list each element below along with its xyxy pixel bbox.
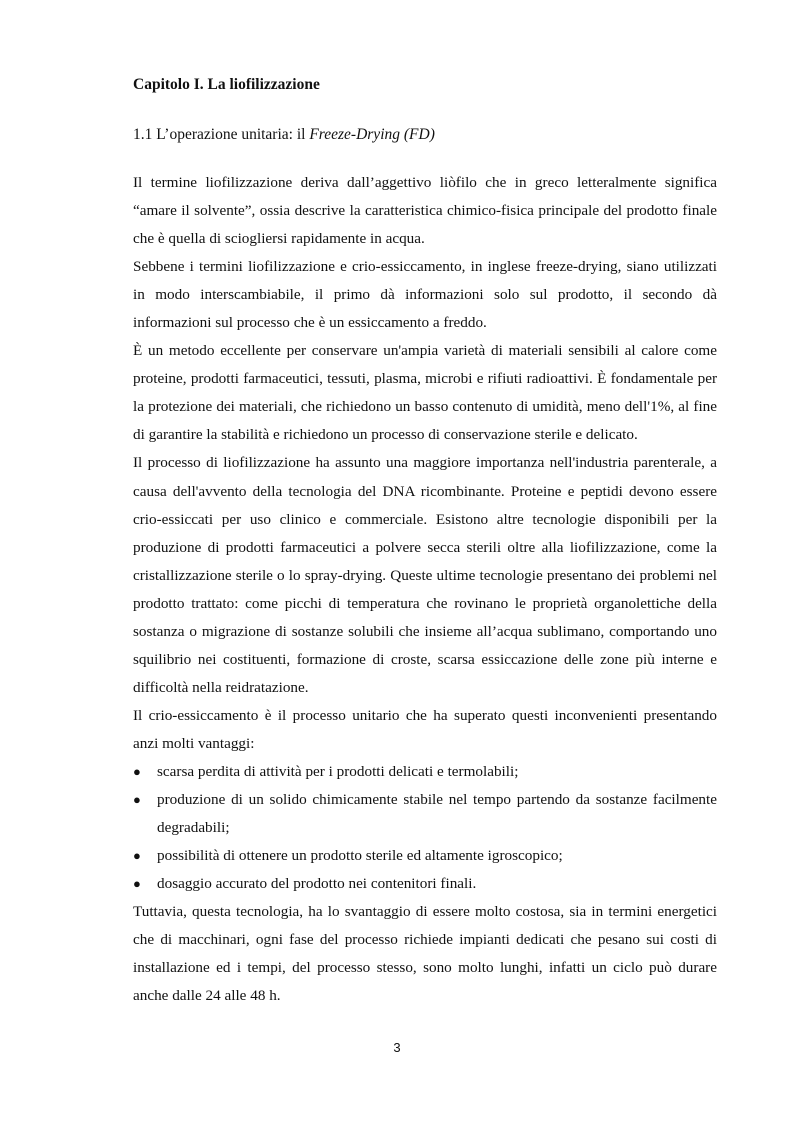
list-item (133, 870, 717, 898)
paragraph-applications: È un metodo eccellente per conservare un'ampia varietà di materiali sensibili al calore come proteine, prodotti farmaceutici, tessuti, plasma, microbi e rifiuti radioattivi. È fondamentale per la protezione dei materiali, che richiedono un basso contenuto di umidità, meno dell'1%, al fine di garantire la stabilità e richiedono un processo di conservazione sterile e delicato. (133, 342, 717, 444)
paragraph-terminology: Sebbene i termini liofilizzazione e crio-essiccamento, in inglese freeze-drying, siano utilizzati in modo interscambiabile, il primo dà informazioni solo sul prodotto, il secondo dà informazioni sul processo che è un essiccamento a freddo. (133, 258, 717, 332)
list-item (133, 786, 717, 842)
paragraph-etymology: Il termine liofilizzazione deriva dall’aggettivo liòfilo che in greco letteralmente significa “amare il solvente”, ossia descrive la caratteristica chimico-fisica principale del prodotto finale che è quella di sciogliersi rapidamente in acqua. (133, 174, 717, 248)
paragraph-advantages-intro: Il crio-essiccamento è il processo unitario che ha superato questi inconvenienti presentando anzi molti vantaggi: (133, 706, 717, 752)
list-item-text: produzione di un solido chimicamente stabile nel tempo partendo da sostanze facilmente degradabili; (157, 791, 717, 837)
advantages-list (133, 758, 717, 898)
bullet-icon: ● (133, 792, 141, 808)
section-title (133, 126, 435, 144)
section-title-prefix: 1.1 L’operazione unitaria: il (133, 126, 310, 143)
section-title-italic: Freeze-Drying (FD) (309, 126, 435, 143)
paragraph-disadvantages: Tuttavia, questa tecnologia, ha lo svantaggio di essere molto costosa, sia in termini energetici che di macchinari, ogni fase del processo richiede impianti dedicati che pesano sui costi di installazione ed i tempi, del processo stesso, sono molto lunghi, infatti un ciclo può durare anche dalle 24 alle 48 h. (133, 903, 717, 1005)
body-text (133, 169, 717, 1010)
paragraph-parenteral-industry: Il processo di liofilizzazione ha assunto una maggiore importanza nell'industria parenterale, a causa dell'avvento della tecnologia del DNA ricombinante. Proteine e peptidi devono essere crio-essiccati per uso clinico e commerciale. Esistono altre tecnologie disponibili per la produzione di prodotti farmaceutici a polvere secca sterili oltre alla liofilizzazione, come la cristallizzazione sterile o lo spray-drying. Queste ultime tecnologie presentano dei problemi nel prodotto trattato: come picchi di temperatura che rovinano le proprietà organolettiche della sostanza o migrazione di sostanze solubili che insieme all’acqua sublimano, comportando uno squilibrio nei costituenti, formazione di croste, scarsa essiccazione delle zone più interne e difficoltà nella reidratazione. (133, 454, 717, 696)
chapter-title: Capitolo I. La liofilizzazione (133, 76, 320, 93)
list-item-text: dosaggio accurato del prodotto nei contenitori finali. (157, 875, 477, 893)
bullet-icon: ● (133, 876, 141, 892)
list-item-text: scarsa perdita di attività per i prodotti delicati e termolabili; (157, 762, 519, 780)
list-item-text: possibilità di ottenere un prodotto sterile ed altamente igroscopico; (157, 847, 563, 865)
bullet-icon: ● (133, 763, 141, 779)
page-number: 3 (393, 1040, 401, 1055)
list-item (133, 758, 717, 786)
bullet-icon: ● (133, 848, 141, 864)
list-item (133, 842, 717, 870)
